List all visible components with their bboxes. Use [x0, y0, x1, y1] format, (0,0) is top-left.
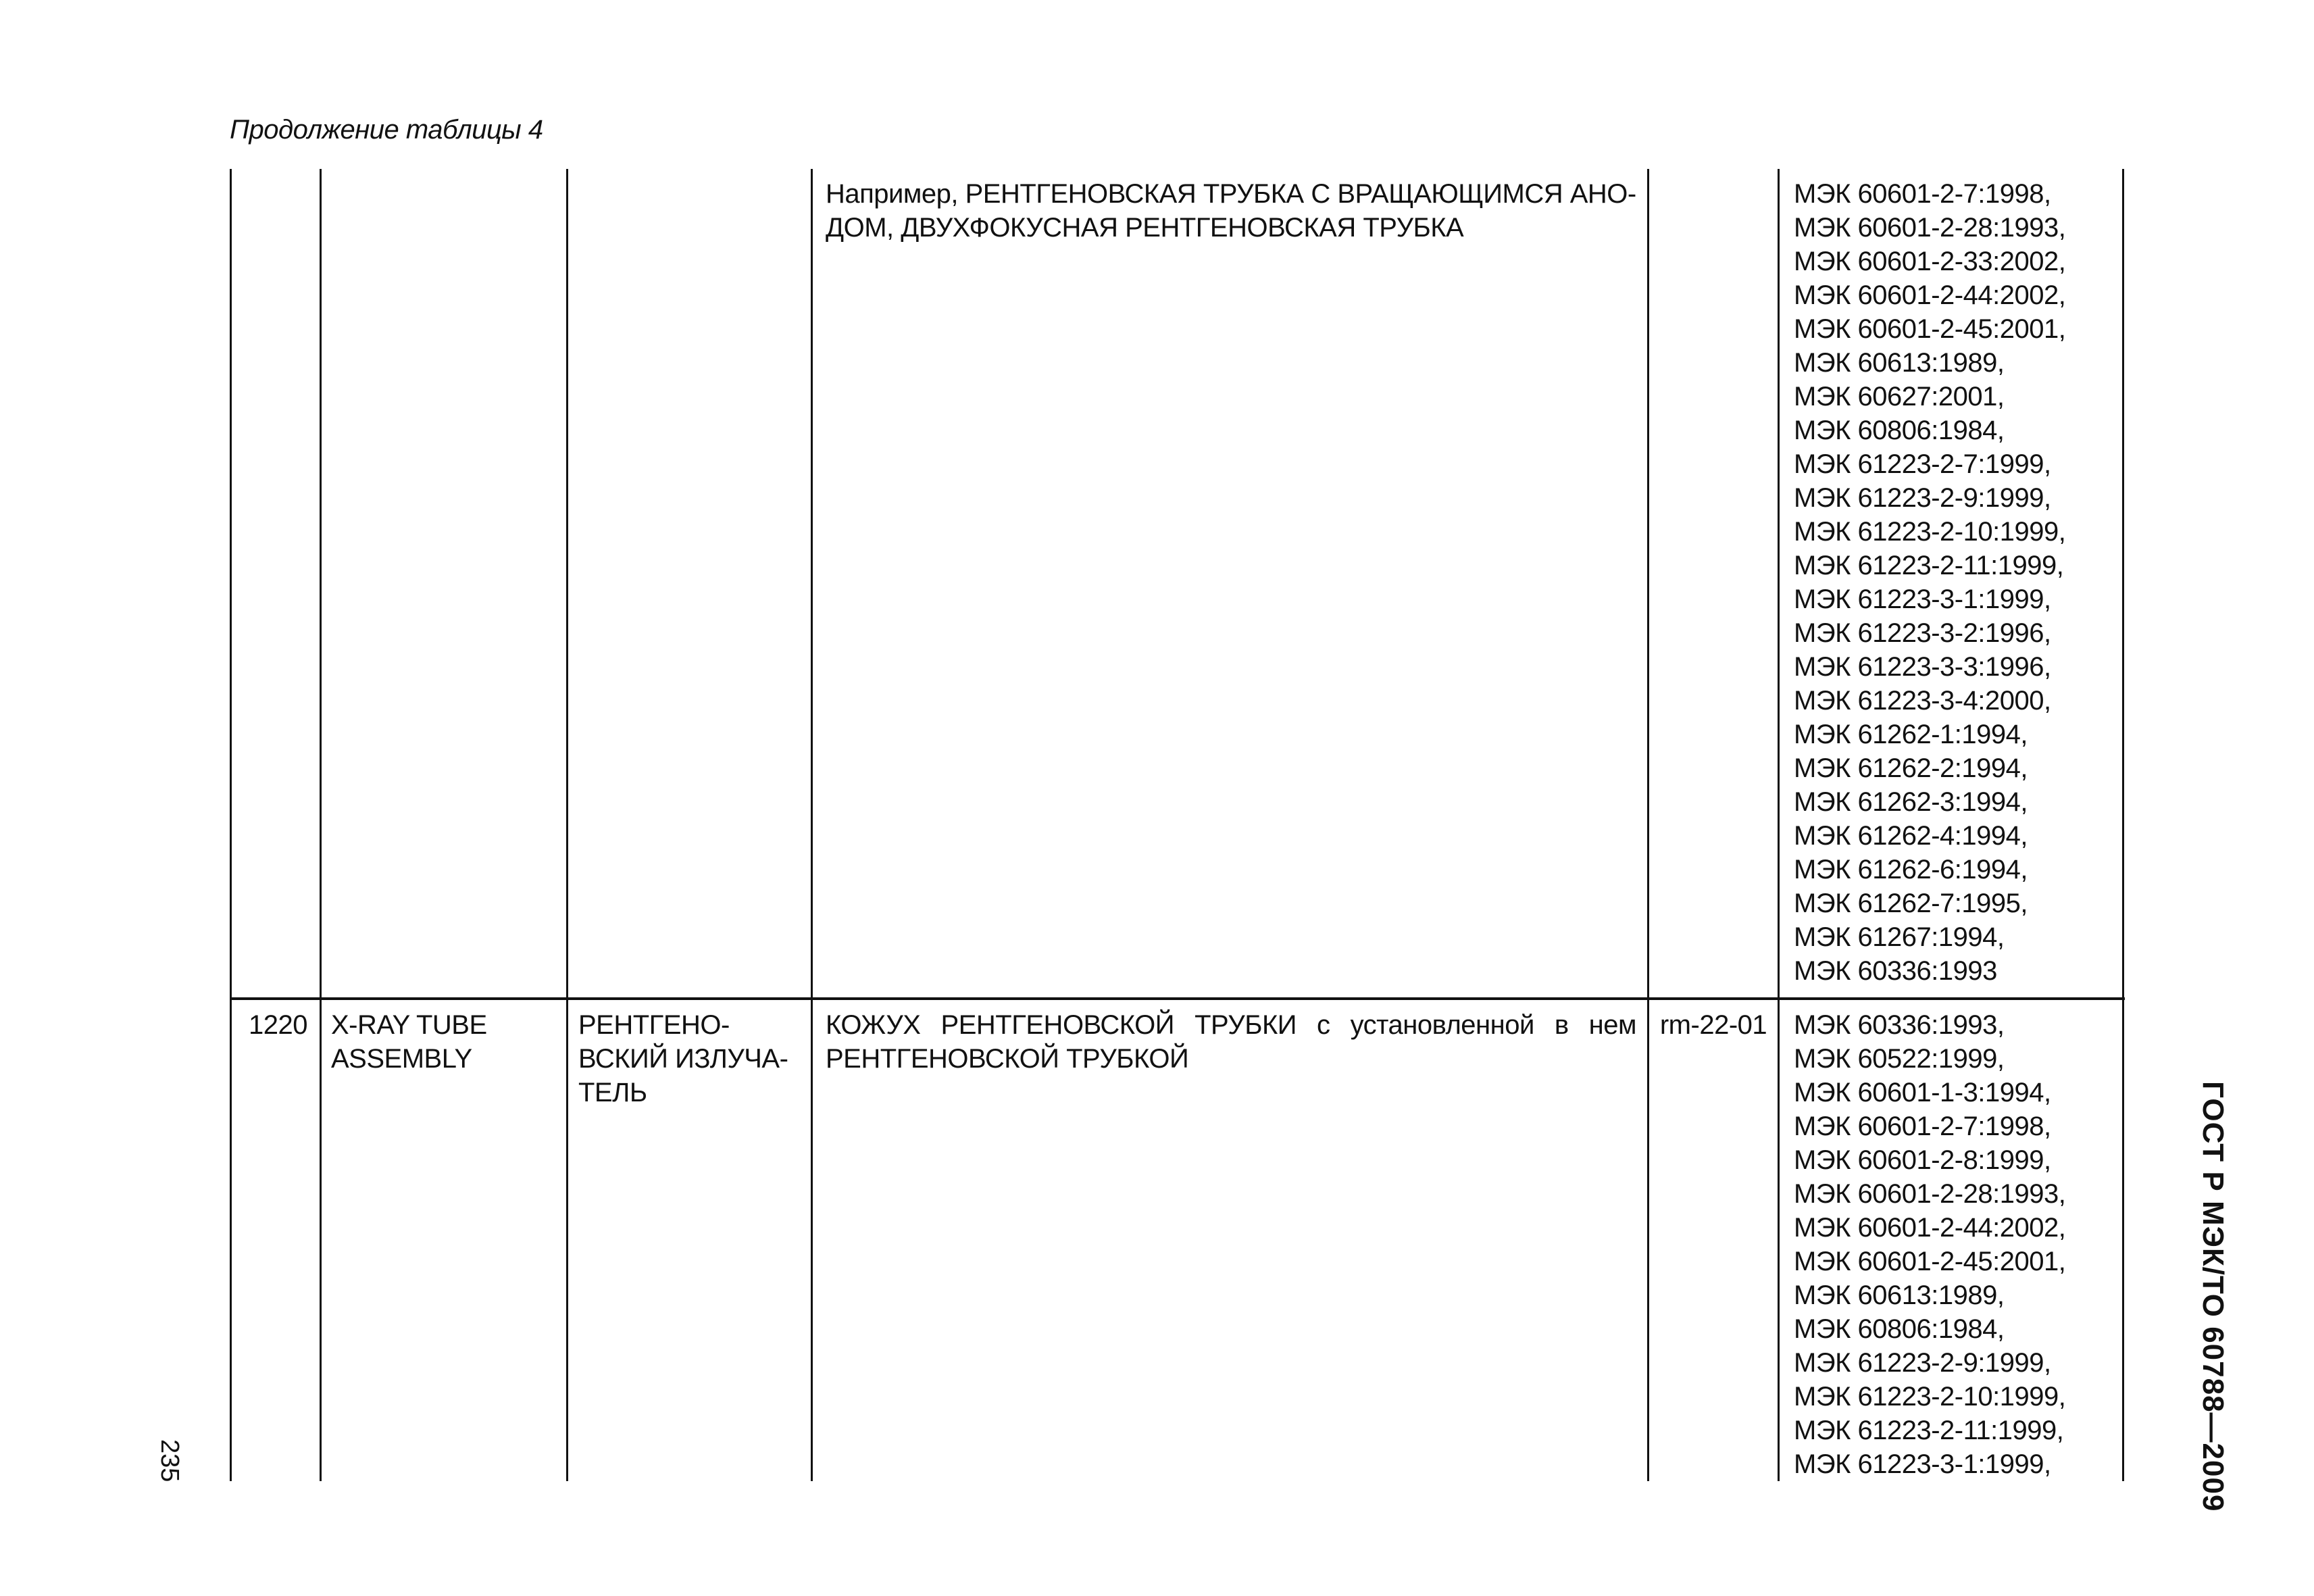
standard-reference: МЭК 60601-2-33:2002, [1794, 247, 2066, 276]
standard-reference: МЭК 60601-2-44:2002, [1794, 280, 2066, 310]
row-number: 1220 [249, 1010, 307, 1040]
standard-reference: МЭК 60806:1984, [1794, 416, 2005, 445]
standard-reference: МЭК 61223-2-10:1999, [1794, 517, 2066, 547]
column-divider-1 [320, 169, 322, 1481]
standard-reference: МЭК 60601-2-45:2001, [1794, 1247, 2066, 1276]
standard-reference: МЭК 61262-6:1994, [1794, 855, 2028, 884]
standard-reference: МЭК 61223-3-1:1999, [1794, 1449, 2051, 1479]
standard-reference: МЭК 61262-3:1994, [1794, 787, 2028, 817]
standard-reference: МЭК 60601-1-3:1994, [1794, 1078, 2051, 1107]
standard-reference: МЭК 60601-2-8:1999, [1794, 1145, 2051, 1175]
page-number: 235 [155, 1439, 184, 1482]
standard-reference: МЭК 60336:1993, [1794, 1010, 2005, 1040]
standard-reference: МЭК 60601-2-7:1998, [1794, 1112, 2051, 1141]
standard-reference: МЭК 61267:1994, [1794, 922, 2005, 952]
table-border-right [2122, 169, 2124, 1481]
row-separator [230, 997, 2125, 1000]
standard-reference: МЭК 60806:1984, [1794, 1314, 2005, 1344]
standard-reference: МЭК 60613:1989, [1794, 348, 2005, 378]
standard-reference: МЭК 61262-2:1994, [1794, 753, 2028, 783]
term-description [826, 1008, 1636, 1076]
standard-reference: МЭК 60601-2-44:2002, [1794, 1213, 2066, 1243]
column-divider-2 [566, 169, 568, 1481]
standard-reference: МЭК 61223-2-7:1999, [1794, 449, 2051, 479]
standard-reference: МЭК 61262-1:1994, [1794, 720, 2028, 749]
document-id: ГОСТ Р МЭК/ТО 60788—2009 [2196, 1081, 2230, 1512]
standard-reference: МЭК 61223-2-10:1999, [1794, 1382, 2066, 1412]
term-description-line-1: КОЖУХ РЕНТГЕНОВСКОЙ ТРУБКИ с установленной в нем [826, 1010, 1636, 1040]
table-caption: Продолжение таблицы 4 [230, 115, 543, 145]
standard-reference: МЭК 60601-2-28:1993, [1794, 213, 2066, 243]
standard-reference: МЭК 61262-4:1994, [1794, 821, 2028, 851]
standard-reference: МЭК 61262-7:1995, [1794, 889, 2028, 918]
column-divider-3 [811, 169, 813, 1481]
term-description-line-2: РЕНТГЕНОВСКОЙ ТРУБКОЙ [826, 1044, 1189, 1074]
continued-row-refs [1794, 177, 2118, 988]
english-term: X-RAY TUBE ASSEMBLY [331, 1010, 487, 1074]
standard-reference: МЭК 60336:1993 [1794, 956, 1997, 986]
standard-reference: МЭК 60522:1999, [1794, 1044, 2005, 1074]
table-border-left [230, 169, 232, 1481]
standard-reference: МЭК 61223-3-3:1996, [1794, 652, 2051, 682]
row-1220-refs [1794, 1008, 2118, 1481]
continued-row-description: Например, РЕНТГЕНОВСКАЯ ТРУБКА С ВРАЩАЮЩИМСЯ АНО- ДОМ, ДВУХФОКУСНАЯ РЕНТГЕНОВСКАЯ ТРУБКА [826, 179, 1636, 243]
russian-term: РЕНТГЕНО- ВСКИЙ ИЗЛУЧА- ТЕЛЬ [578, 1010, 788, 1107]
standard-reference: МЭК 60601-2-28:1993, [1794, 1179, 2066, 1209]
standard-reference: МЭК 60601-2-7:1998, [1794, 179, 2051, 209]
standard-reference: МЭК 61223-2-9:1999, [1794, 1348, 2051, 1378]
standard-reference: МЭК 61223-3-1:1999, [1794, 584, 2051, 614]
standard-reference: МЭК 60601-2-45:2001, [1794, 314, 2066, 344]
column-divider-5 [1778, 169, 1780, 1481]
standard-reference: МЭК 61223-2-9:1999, [1794, 483, 2051, 513]
standard-reference: МЭК 60627:2001, [1794, 382, 2005, 412]
standard-reference: МЭК 61223-2-11:1999, [1794, 1416, 2064, 1445]
column-divider-4 [1647, 169, 1649, 1481]
term-code: rm-22-01 [1659, 1010, 1767, 1040]
standard-reference: МЭК 60613:1989, [1794, 1280, 2005, 1310]
standard-reference: МЭК 61223-3-4:2000, [1794, 686, 2051, 716]
standard-reference: МЭК 61223-3-2:1996, [1794, 618, 2051, 648]
standard-reference: МЭК 61223-2-11:1999, [1794, 551, 2064, 580]
